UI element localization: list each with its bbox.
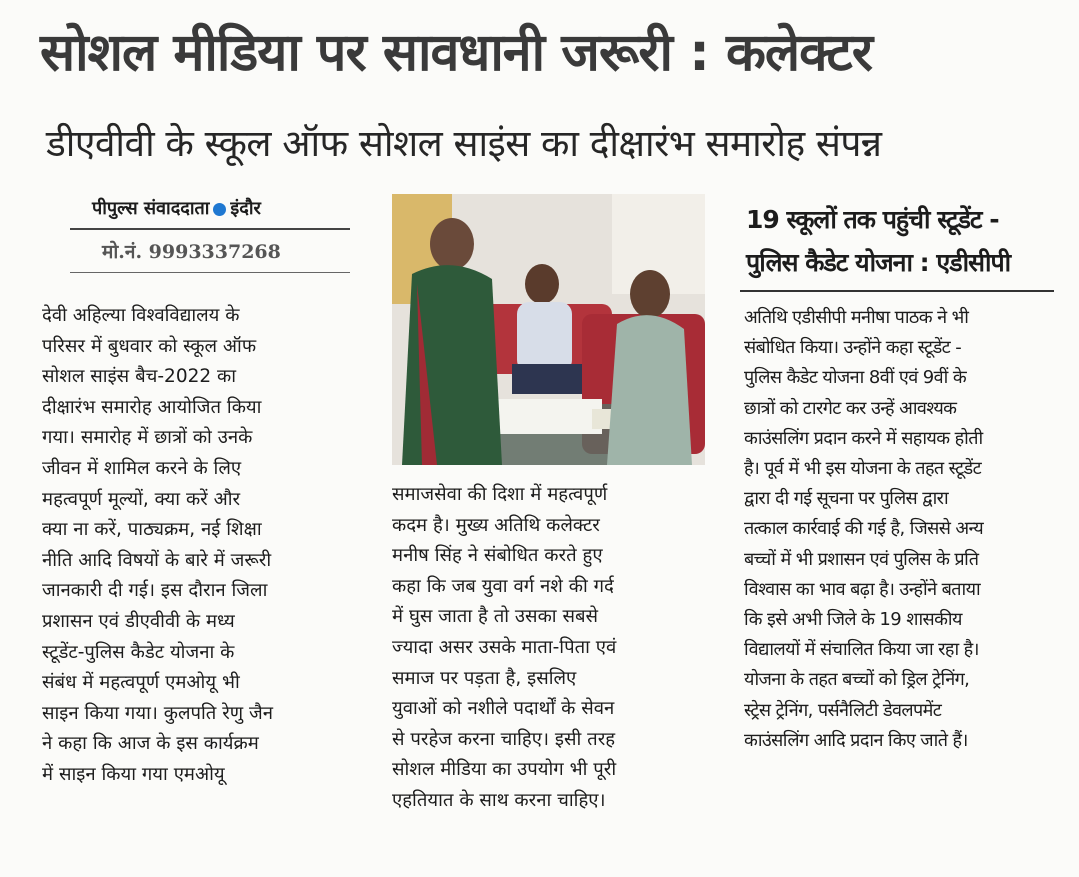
text-line: प्रशासन एवं डीएवीवी के मध्य xyxy=(42,610,235,632)
text-line: कदम है। मुख्य अतिथि कलेक्टर xyxy=(392,514,600,536)
article-column-2 xyxy=(392,480,707,817)
text-line: कि इसे अभी जिले के 19 शासकीय xyxy=(744,609,962,631)
text-line: दीक्षारंभ समारोह आयोजित किया xyxy=(42,396,262,418)
text-line: काउंसलिंग आदि प्रदान किए जाते हैं। xyxy=(744,729,968,751)
text-line: जीवन में शामिल करने के लिए xyxy=(42,457,242,479)
text-line: काउंसलिंग प्रदान करने में सहायक होती xyxy=(744,427,983,449)
text-line: एहतियात के साथ करना चाहिए। xyxy=(392,789,606,811)
text-line: सोशल मीडिया का उपयोग भी पूरी xyxy=(392,759,617,781)
text-line: अतिथि एडीसीपी मनीषा पाठक ने भी xyxy=(744,307,969,328)
text-line: से परहेज करना चाहिए। इसी तरह xyxy=(392,728,616,750)
event-photo xyxy=(392,194,705,465)
text-line: छात्रों को टारगेट कर उन्हें आवश्यक xyxy=(744,397,957,419)
text-line: सोशल साइंस बैच-2022 का xyxy=(42,366,237,388)
photo-illustration xyxy=(392,194,705,465)
text-line: ने कहा कि आज के इस कार्यक्रम xyxy=(42,733,259,755)
text-line: में घुस जाता है तो उसका सबसे xyxy=(392,606,599,628)
text-line: समाजसेवा की दिशा में महत्वपूर्ण xyxy=(392,484,608,505)
text-line: समाज पर पड़ता है, इसलिए xyxy=(392,667,577,689)
text-line: जानकारी दी गई। इस दौरान जिला xyxy=(42,580,268,602)
text-line: विश्वास का भाव बढ़ा है। उन्होंने बताया xyxy=(744,578,981,600)
text-line: युवाओं को नशीले पदार्थों के सेवन xyxy=(392,698,615,720)
text-line: गया। समारोह में छात्रों को उनके xyxy=(42,427,253,449)
sidebar-title xyxy=(746,198,1036,284)
headline: सोशल मीडिया पर सावधानी जरूरी : कलेक्टर xyxy=(40,23,872,83)
text-line: द्वारा दी गई सूचना पर पुलिस द्वारा xyxy=(744,488,949,510)
text-line: योजना के तहत बच्चों को ड्रिल ट्रेनिंग, xyxy=(744,669,970,691)
sidebar-divider xyxy=(740,290,1054,292)
sidebar-title-line2: पुलिस कैडेट योजना : एडीसीपी xyxy=(746,248,1011,277)
reporter-name: पीपुल्स संवाददाता xyxy=(92,198,210,219)
text-line: संबोधित किया। उन्होंने कहा स्टूडेंट - xyxy=(744,337,962,359)
bullet-dot-icon xyxy=(213,203,226,216)
text-line: स्ट्रेस ट्रेनिंग, पर्सनैलिटी डेवलपमेंट xyxy=(744,699,942,721)
text-line: नीति आदि विषयों के बारे में जरूरी xyxy=(42,549,272,571)
text-line: ज्यादा असर उसके माता-पिता एवं xyxy=(392,636,617,658)
text-line: स्टूडेंट-पुलिस कैडेट योजना के xyxy=(42,641,235,663)
text-line: साइन किया गया। कुलपति रेणु जैन xyxy=(42,702,274,724)
text-line: देवी अहिल्या विश्वविद्यालय के xyxy=(42,305,240,326)
text-line: है। पूर्व में भी इस योजना के तहत स्टूडेंट xyxy=(744,458,982,480)
phone-number: मो.नं. 9993337268 xyxy=(102,241,281,263)
text-line: कहा कि जब युवा वर्ग नशे की गर्द xyxy=(392,575,614,597)
text-line: में साइन किया गया एमओयू xyxy=(42,763,225,785)
sidebar-body xyxy=(744,303,1056,756)
text-line: तत्काल कार्रवाई की गई है, जिससे अन्य xyxy=(744,518,984,540)
phone-divider xyxy=(70,272,350,273)
text-line: विद्यालयों में संचालित किया जा रहा है। xyxy=(744,639,979,661)
byline-divider xyxy=(70,228,350,230)
byline xyxy=(92,196,352,222)
text-line: महत्वपूर्ण मूल्यों, क्या करें और xyxy=(42,488,241,510)
city-name: इंदौर xyxy=(230,198,261,219)
text-line: संबंध में महत्वपूर्ण एमओयू भी xyxy=(42,672,240,694)
text-line: क्या ना करें, पाठ्यक्रम, नई शिक्षा xyxy=(42,519,262,541)
article-column-1 xyxy=(42,301,354,791)
text-line: पुलिस कैडेट योजना 8वीं एवं 9वीं के xyxy=(744,367,967,389)
text-line: बच्चों में भी प्रशासन एवं पुलिस के प्रति xyxy=(744,548,979,570)
text-line: मनीष सिंह ने संबोधित करते हुए xyxy=(392,545,603,567)
text-line: परिसर में बुधवार को स्कूल ऑफ xyxy=(42,335,257,357)
sidebar-title-line1: 19 स्कूलों तक पहुंची स्टूडेंट - xyxy=(746,205,999,234)
subheadline: डीएवीवी के स्कूल ऑफ सोशल साइंस का दीक्षारंभ समारोह संपन्न xyxy=(46,122,882,165)
